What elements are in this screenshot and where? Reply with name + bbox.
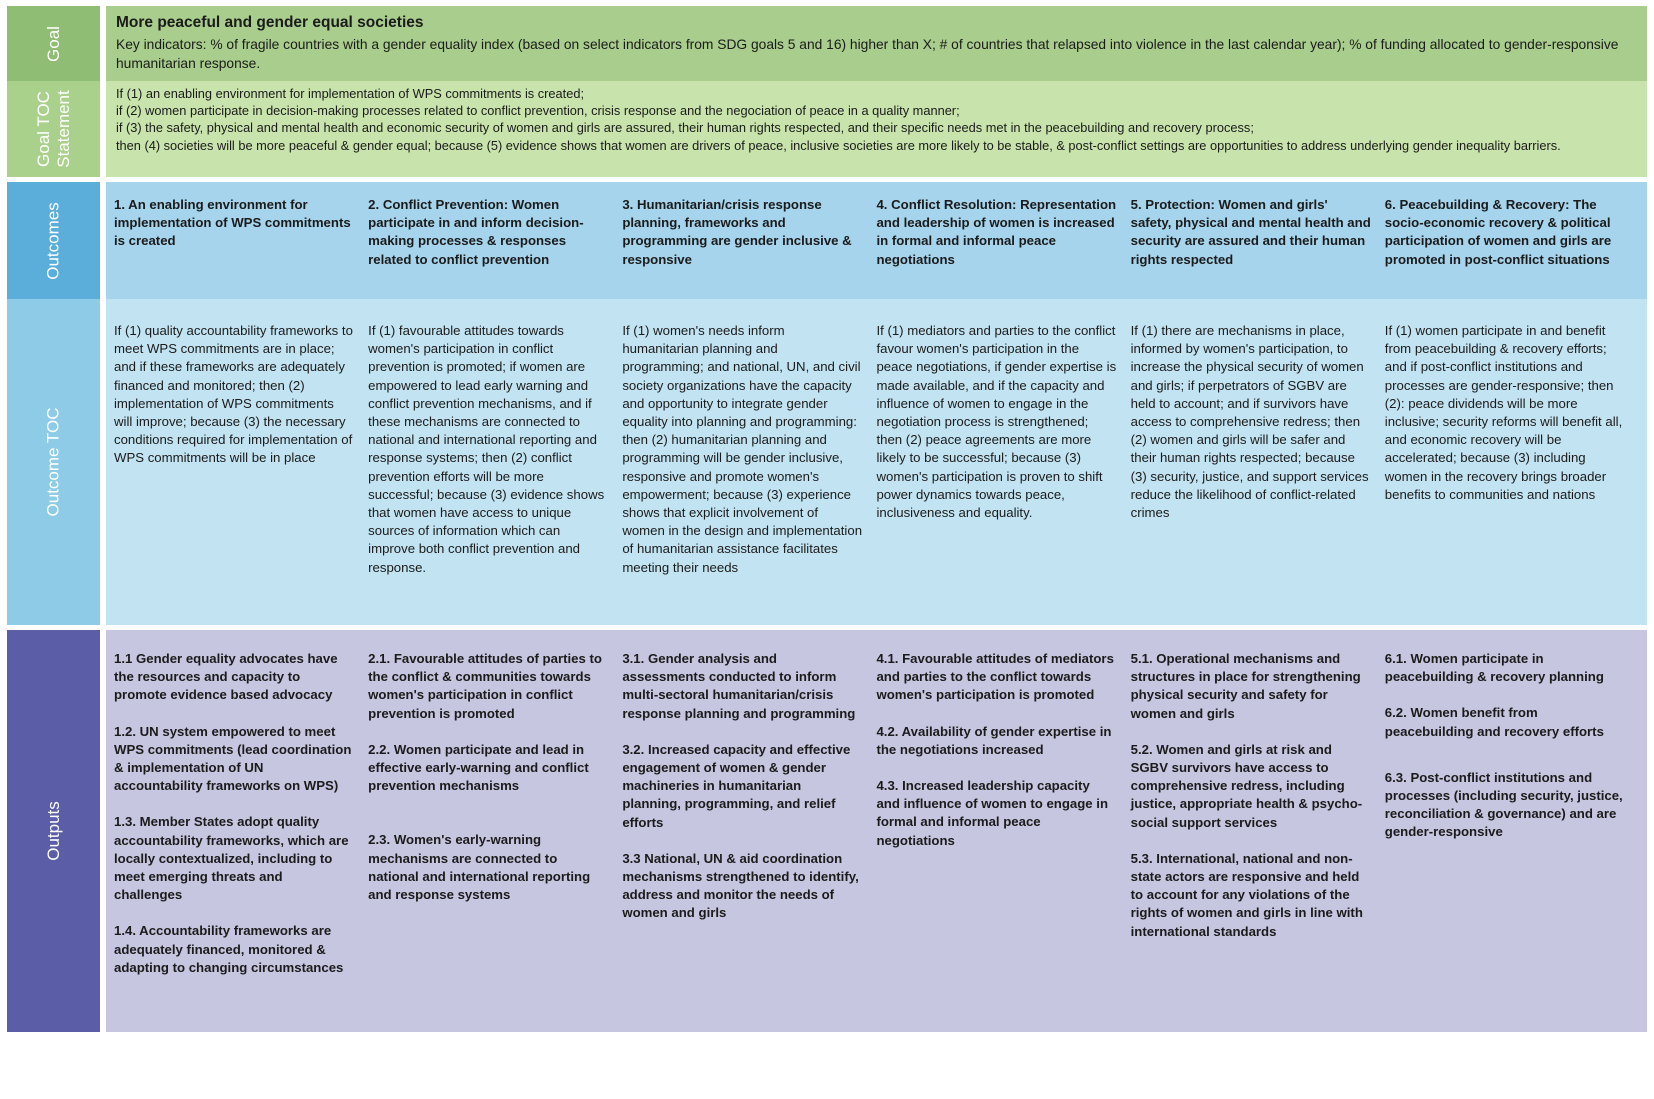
- goal-toc-side-label: [34, 90, 74, 168]
- outcomes-row: [7, 182, 1647, 299]
- output-item: 5.3. International, national and non-state actors are responsive and held to account for any violations of the rights of women and girls in line with international standards: [1130, 850, 1363, 939]
- goal-toc-line: If (1) an enabling environment for implementation of WPS commitments is created;: [116, 86, 584, 101]
- outputs-column-3: [622, 650, 876, 1032]
- output-item: 2.3. Women's early-warning mechanisms are connected to national and international reporting and response systems: [368, 832, 591, 903]
- outcomes-side-label-cell: [7, 182, 100, 299]
- outcome-toc-2: If (1) favourable attitudes towards women's participation in conflict prevention is promoted; if women are empowered to lead early warning and conflict prevention mechanisms, and if these mechanisms are connected to national and international reporting and response systems; then (2) conflict prevention efforts will be more successful; because (3) evidence shows that women have access to unique sources of information which can improve both conflict prevention and response.: [368, 323, 605, 575]
- goal-content: [106, 6, 1647, 81]
- outcome-6: 6. Peacebuilding & Recovery: The socio-economic recovery & political participation of women and girls are promoted in post-conflict situations: [1384, 197, 1612, 267]
- outputs-side-label-cell: [7, 630, 100, 1032]
- outcome-toc-3: If (1) women's needs inform humanitarian planning and programming; and national, UN, and civil society organizations have the capacity and opportunity to integrate gender equality into planning and programming: then (2) humanitarian planning and programming will be gender inclusive, responsive and promote women's empowerment; because (3) experience shows that explicit involvement of women in the design and implementation of humanitarian assistance facilitates meeting their needs: [622, 323, 863, 575]
- output-item: 1.2. UN system empowered to meet WPS commitments (lead coordination & implementation of UN accountability frameworks on WPS): [114, 723, 352, 794]
- goal-side-label: Goal: [43, 25, 63, 62]
- output-item: 3.3 National, UN & aid coordination mechanisms strengthened to identify, address and monitor the needs of women and girls: [622, 850, 859, 921]
- output-item: 3.1. Gender analysis and assessments conducted to inform multi-sectoral humanitarian/crisis response planning and programming: [622, 651, 856, 721]
- goal-toc-side-label-line2: Statement: [53, 90, 73, 168]
- outcome-toc-side-label-cell: [7, 299, 100, 625]
- output-item: 4.1. Favourable attitudes of mediators and parties to the conflict towards women's participation is promoted: [876, 651, 1114, 703]
- outcome-4: 4. Conflict Resolution: Representation and leadership of women is increased in formal and informal peace negotiations: [876, 197, 1117, 267]
- goal-row: [7, 6, 1647, 81]
- goal-toc-side-label-line1: Goal TOC: [33, 91, 53, 167]
- output-item: 2.1. Favourable attitudes of parties to the conflict & communities towards women's participation in conflict prevention is promoted: [368, 651, 602, 721]
- output-item: 1.3. Member States adopt quality accountability frameworks, which are locally contextualized, including to meet emerging threats and challenges: [114, 814, 349, 903]
- goal-toc-row: [7, 81, 1647, 177]
- outputs-column-2: [368, 650, 622, 1032]
- outcome-2: 2. Conflict Prevention: Women participate in and inform decision-making processes & responses related to conflict prevention: [368, 197, 584, 267]
- outputs-content: [106, 630, 1647, 1032]
- output-item: 3.2. Increased capacity and effective engagement of women & gender machineries in humanitarian planning, programming, and relief efforts: [622, 741, 851, 830]
- outcome-3: 3. Humanitarian/crisis response planning, frameworks and programming are gender inclusive & responsive: [622, 197, 852, 267]
- outputs-column-5: [1131, 650, 1385, 1032]
- output-item: 6.3. Post-conflict institutions and processes (including security, justice, reconciliation & governance) and are gender-responsive: [1384, 769, 1623, 840]
- outputs-column-4: [876, 650, 1130, 1032]
- outcome-5: 5. Protection: Women and girls' safety, physical and mental health and security are assured and their human rights respected: [1130, 197, 1371, 267]
- output-item: 4.2. Availability of gender expertise in the negotiations increased: [876, 723, 1112, 757]
- goal-side-label-cell: [7, 6, 100, 81]
- output-item: 6.1. Women participate in peacebuilding & recovery planning: [1384, 651, 1604, 685]
- goal-indicators: Key indicators: % of fragile countries with a gender equality index (based on select indicators from SDG goals 5 and 16) higher than X; # of countries that relapsed into violence in the last calendar year); % of funding allocated to gender-responsive humanitarian response.: [116, 37, 1619, 71]
- outcome-1: 1. An enabling environment for implementation of WPS commitments is created: [114, 197, 351, 249]
- outcome-toc-content: [106, 299, 1647, 625]
- outcome-toc-6: If (1) women participate in and benefit from peacebuilding & recovery efforts; and if post-conflict institutions and processes are gender-responsive; then (2): peace dividends will be more inclusive; security reforms will benefit all, and economic recovery will be accelerated; because (3) including women in the recovery brings broader benefits to communities and nations: [1384, 323, 1623, 502]
- output-item: 5.2. Women and girls at risk and SGBV survivors have access to comprehensive redress, including justice, appropriate health & psycho-social support services: [1130, 741, 1363, 830]
- outcome-toc-side-label: Outcome TOC: [43, 407, 63, 517]
- output-item: 1.4. Accountability frameworks are adequately financed, monitored & adapting to changing circumstances: [114, 923, 344, 975]
- output-item: 2.2. Women participate and lead in effective early-warning and conflict prevention mechanisms: [368, 741, 589, 794]
- outcome-toc-4: If (1) mediators and parties to the conflict favour women's participation in the peace negotiations, if gender expertise is made available, and if the capacity and influence of women to engage in the negotiation process is strengthened; then (2) peace agreements are more likely to be successful; because (3) women's participation is proven to shift power dynamics towards peace, inclusiveness and equality.: [876, 323, 1117, 521]
- outputs-row: [7, 630, 1647, 1032]
- output-item: 4.3. Increased leadership capacity and influence of women to engage in formal and informal peace negotiations: [876, 778, 1108, 848]
- outcome-toc-5: If (1) there are mechanisms in place, informed by women's participation, to increase the physical security of women and girls; if perpetrators of SGBV are held to account; and if survivors have access to comprehensive redress; then (2) women and girls will be safer and their human rights respected; because (3) security, justice, and support services reduce the likelihood of conflict-related crimes: [1130, 323, 1369, 521]
- outputs-column-6: [1385, 650, 1639, 1032]
- outcome-toc-row: [7, 299, 1647, 625]
- goal-toc-side-label-cell: [7, 81, 100, 177]
- output-item: 1.1 Gender equality advocates have the resources and capacity to promote evidence based advocacy: [114, 651, 338, 703]
- goal-toc-statement: [106, 81, 1647, 177]
- outcomes-content: [106, 182, 1647, 299]
- outcomes-side-label: Outcomes: [43, 201, 63, 280]
- goal-toc-line: then (4) societies will be more peaceful & gender equal; because (5) evidence shows that women are drivers of peace, inclusive societies are more likely to be stable, & post-conflict settings are opportunities to address underlying gender inequality barriers.: [116, 137, 1561, 153]
- outcome-toc-1: If (1) quality accountability frameworks to meet WPS commitments are in place; and if these frameworks are adequately financed and monitored; then (2) implementation of WPS commitments will improve; because (3) the necessary conditions required for implementation of WPS commitments will be in place: [114, 323, 353, 466]
- outputs-column-1: [114, 650, 368, 1032]
- goal-toc-line: if (2) women participate in decision-making processes related to conflict prevention, crisis response and the negociation of peace in a quality manner;: [116, 103, 960, 119]
- output-item: 6.2. Women benefit from peacebuilding and recovery efforts: [1384, 705, 1604, 739]
- output-item: 5.1. Operational mechanisms and structures in place for strengthening physical security and safety for women and girls: [1130, 651, 1361, 721]
- goal-toc-line: if (3) the safety, physical and mental health and economic security of women and girls are assured, their human rights respected, and their specific needs met in the peacebuilding and recovery process;: [116, 120, 1254, 136]
- outputs-side-label: Outputs: [43, 801, 63, 861]
- goal-title: More peaceful and gender equal societies: [116, 14, 424, 31]
